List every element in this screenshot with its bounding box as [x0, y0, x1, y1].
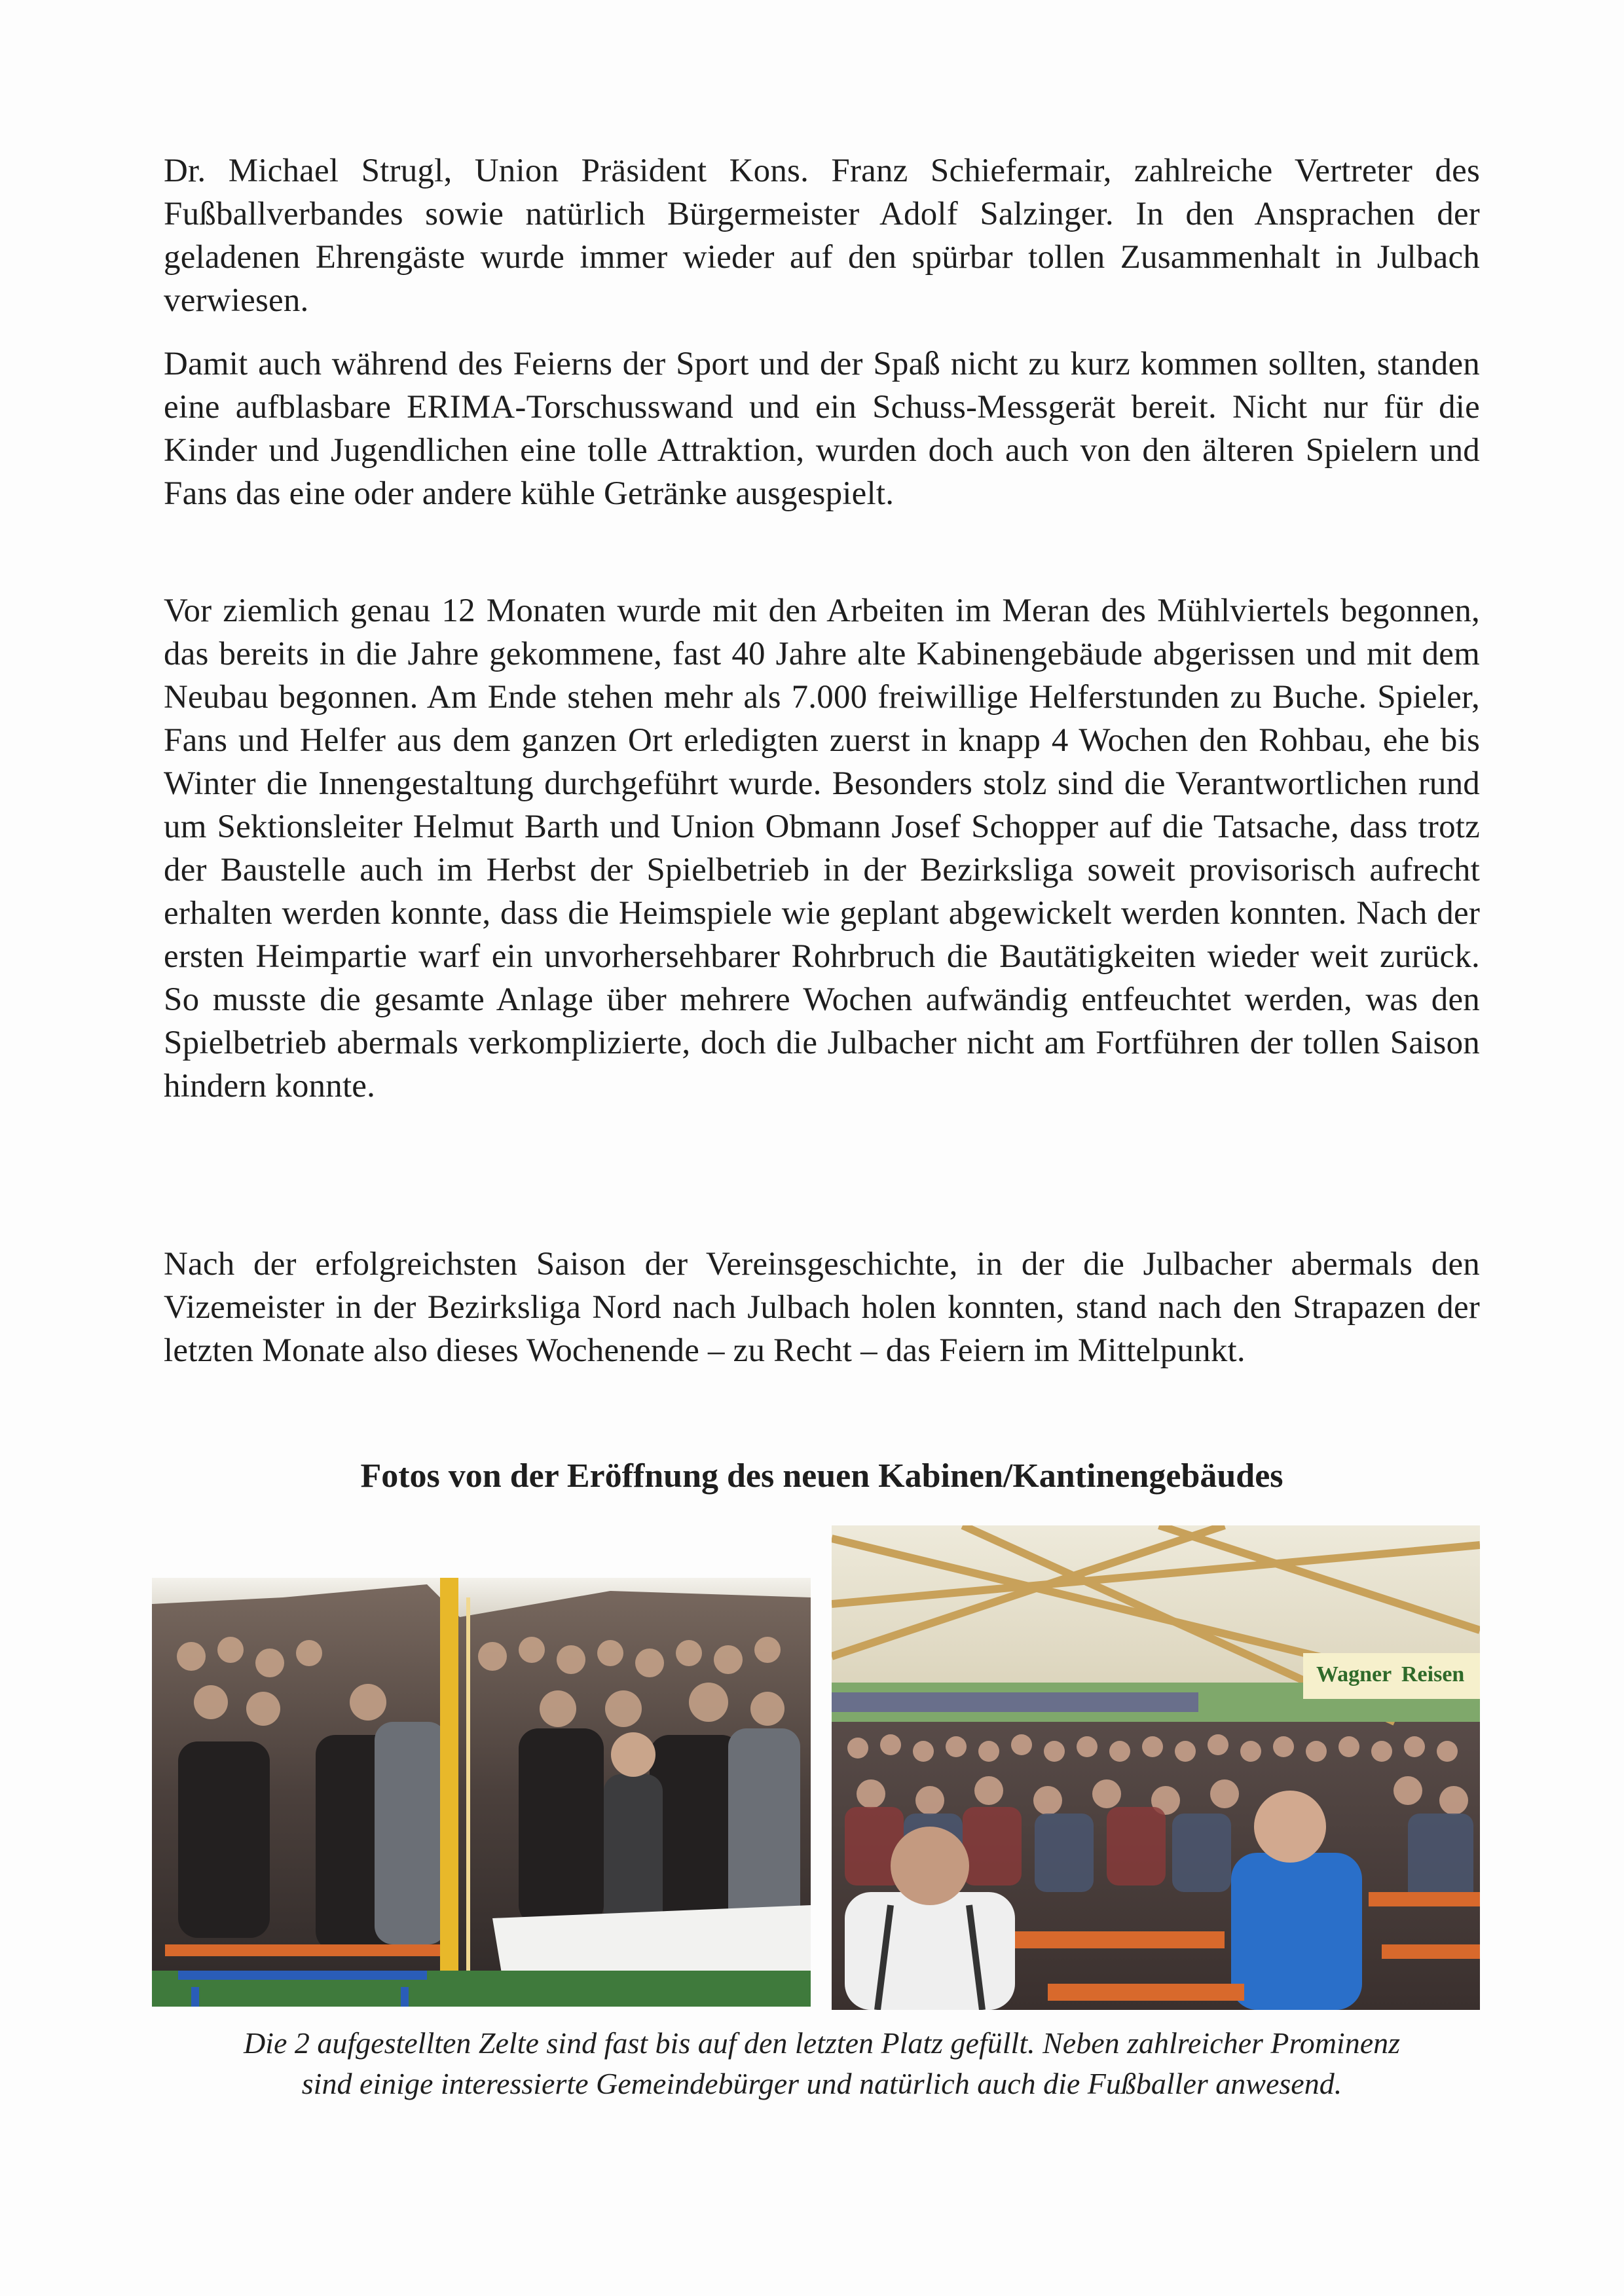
tent-sign-text-right: Reisen — [1401, 1662, 1465, 1686]
paragraph-guests: Dr. Michael Strugl, Union Präsident Kons. Franz Schiefermair, zahlreiche Vertreter des Fußballverbandes sowie natürlich Bürgermeister Adolf Salzinger. In den Ansprachen der geladenen Ehrengäste wurde immer wieder auf den spürbar tollen Zusammenhalt in Julbach verwiesen. — [164, 153, 1480, 319]
tent-sign-text-left: Wagner — [1316, 1662, 1392, 1686]
photo-tent-ceremony — [152, 1578, 811, 2007]
paragraph-construction: Vor ziemlich genau 12 Monaten wurde mit den Arbeiten im Meran des Mühlviertels begonnen, das bereits in die Jahre gekommene, fast 40 Jahre alte Kabinengebäude abgerissen und mit dem Neubau begonnen. Am Ende stehen mehr als 7.000 freiwillige Helferstunden zu Buche. Spieler, Fans und Helfer aus dem ganzen Ort erledigten zuerst in knapp 4 Wochen den Rohbau, ehe bis Winter die Innengestaltung durchgeführt wurde. Besonders stolz sind die Verantwortlichen rund um Sektionsleiter Helmut Barth und Union Obmann Josef Schopper auf die Tatsache, dass trotz der Baustelle auch im Herbst der Spielbetrieb in der Bezirksliga soweit provisorisch aufrecht erhalten werden konnte, dass die Heimspiele wie geplant abgewickelt werden konnten. Nach der ersten Heimpartie warf ein unvorhersehbarer Rohrbruch die Bautätigkeiten wieder weit zurück. So musste die gesamte Anlage über mehrere Wochen aufwändig entfeuchtet werden, was den Spielbetrieb abermals verkomplizierte, doch die Julbacher nicht am Fortführen der tollen Saison hindern konnte. — [164, 592, 1480, 1104]
paragraph-season: Nach der erfolgreichsten Saison der Vereinsgeschichte, in der die Julbacher abermals den Vizemeister in der Bezirksliga Nord nach Julbach holen konnten, stand nach den Strapazen der letzten Monate also dieses Wochenende – zu Recht – das Feiern im Mittelpunkt. — [164, 1246, 1480, 1369]
photo-caption — [164, 2023, 1480, 2104]
photo-caption-line-2: sind einige interessierte Gemeindebürger und natürlich auch die Fußballer anwesend. — [301, 2067, 1342, 2100]
paragraph-attractions: Damit auch während des Feierns der Sport und der Spaß nicht zu kurz kommen sollten, standen eine aufblasbare ERIMA-Torschusswand und ein Schuss-Messgerät bereit. Nicht nur für die Kinder und Jugendlichen eine tolle Attraktion, wurden doch auch von den älteren Spielern und Fans das eine oder andere kühle Getränke ausgespielt. — [164, 346, 1480, 512]
photo-tent-interior-image — [832, 1525, 1480, 2010]
photo-tent-ceremony-image — [152, 1578, 811, 2007]
photo-section-heading: Fotos von der Eröffnung des neuen Kabinen/Kantinengebäudes — [360, 1457, 1283, 1495]
photo-tent-interior — [832, 1525, 1480, 2010]
photo-caption-line-1: Die 2 aufgestellten Zelte sind fast bis auf den letzten Platz gefüllt. Neben zahlreicher Prominenz — [243, 2026, 1401, 2060]
